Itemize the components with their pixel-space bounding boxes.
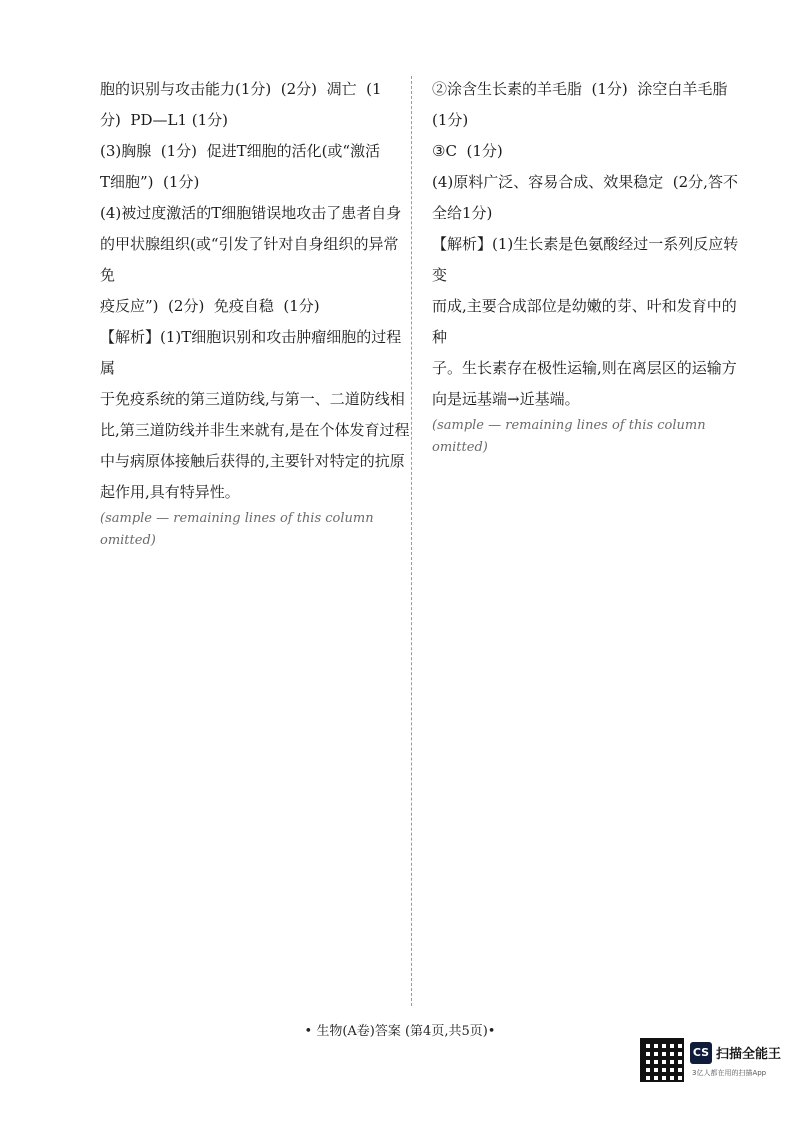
- scanner-app-subtitle: 3亿人都在用的扫描App: [692, 1069, 767, 1077]
- text-line: 比,第三道防线并非生来就有,是在个体发育过程: [100, 421, 410, 439]
- text-line: 疫反应”) (2分) 免疫自稳 (1分): [100, 297, 320, 315]
- text-line: T细胞”) (1分): [100, 173, 200, 191]
- text-line: 胞的识别与攻击能力(1分) (2分) 凋亡 (1: [100, 80, 382, 98]
- cs-logo-icon: CS: [690, 1042, 712, 1064]
- text-line: 起作用,具有特异性。: [100, 483, 240, 501]
- qr-code-icon: [640, 1038, 684, 1082]
- text-line: 【解析】(1)T细胞识别和攻击肿瘤细胞的过程属: [100, 328, 402, 377]
- left-column: [100, 74, 410, 552]
- text-line: 而成,主要合成部位是幼嫩的芽、叶和发育中的种: [432, 297, 737, 346]
- text-line: 中与病原体接触后获得的,主要针对特定的抗原: [100, 452, 405, 470]
- scanner-app-title: 扫描全能王: [716, 1047, 782, 1062]
- text-line: 的甲状腺组织(或“引发了针对自身组织的异常免: [100, 235, 399, 284]
- text-line: (4)被过度激活的T细胞错误地攻击了患者自身: [100, 204, 402, 222]
- omitted-content-note: (sample — remaining lines of this column omitted): [432, 418, 706, 455]
- scanner-watermark: [640, 1038, 790, 1086]
- page-footer: • 生物(A卷)答案 (第4页,共5页)•: [304, 1024, 496, 1039]
- column-divider: [411, 76, 412, 1006]
- text-line: 分) PD—L1 (1分): [100, 111, 229, 129]
- right-column: [432, 74, 742, 459]
- text-line: 于免疫系统的第三道防线,与第一、二道防线相: [100, 390, 405, 408]
- text-line: (4)原料广泛、容易合成、效果稳定 (2分,答不: [432, 173, 738, 191]
- omitted-content-note: (sample — remaining lines of this column omitted): [100, 511, 374, 548]
- text-line: 向是远基端→近基端。: [432, 390, 580, 408]
- text-line: ③C (1分): [432, 142, 503, 160]
- text-line: (1分): [432, 111, 469, 129]
- text-line: 子。生长素存在极性运输,则在离层区的运输方: [432, 359, 737, 377]
- text-line: 【解析】(1)生长素是色氨酸经过一系列反应转变: [432, 235, 739, 284]
- text-line: 全给1分): [432, 204, 493, 222]
- text-line: (3)胸腺 (1分) 促进T细胞的活化(或“激活: [100, 142, 381, 160]
- text-line: ②涂含生长素的羊毛脂 (1分) 涂空白羊毛脂: [432, 80, 728, 98]
